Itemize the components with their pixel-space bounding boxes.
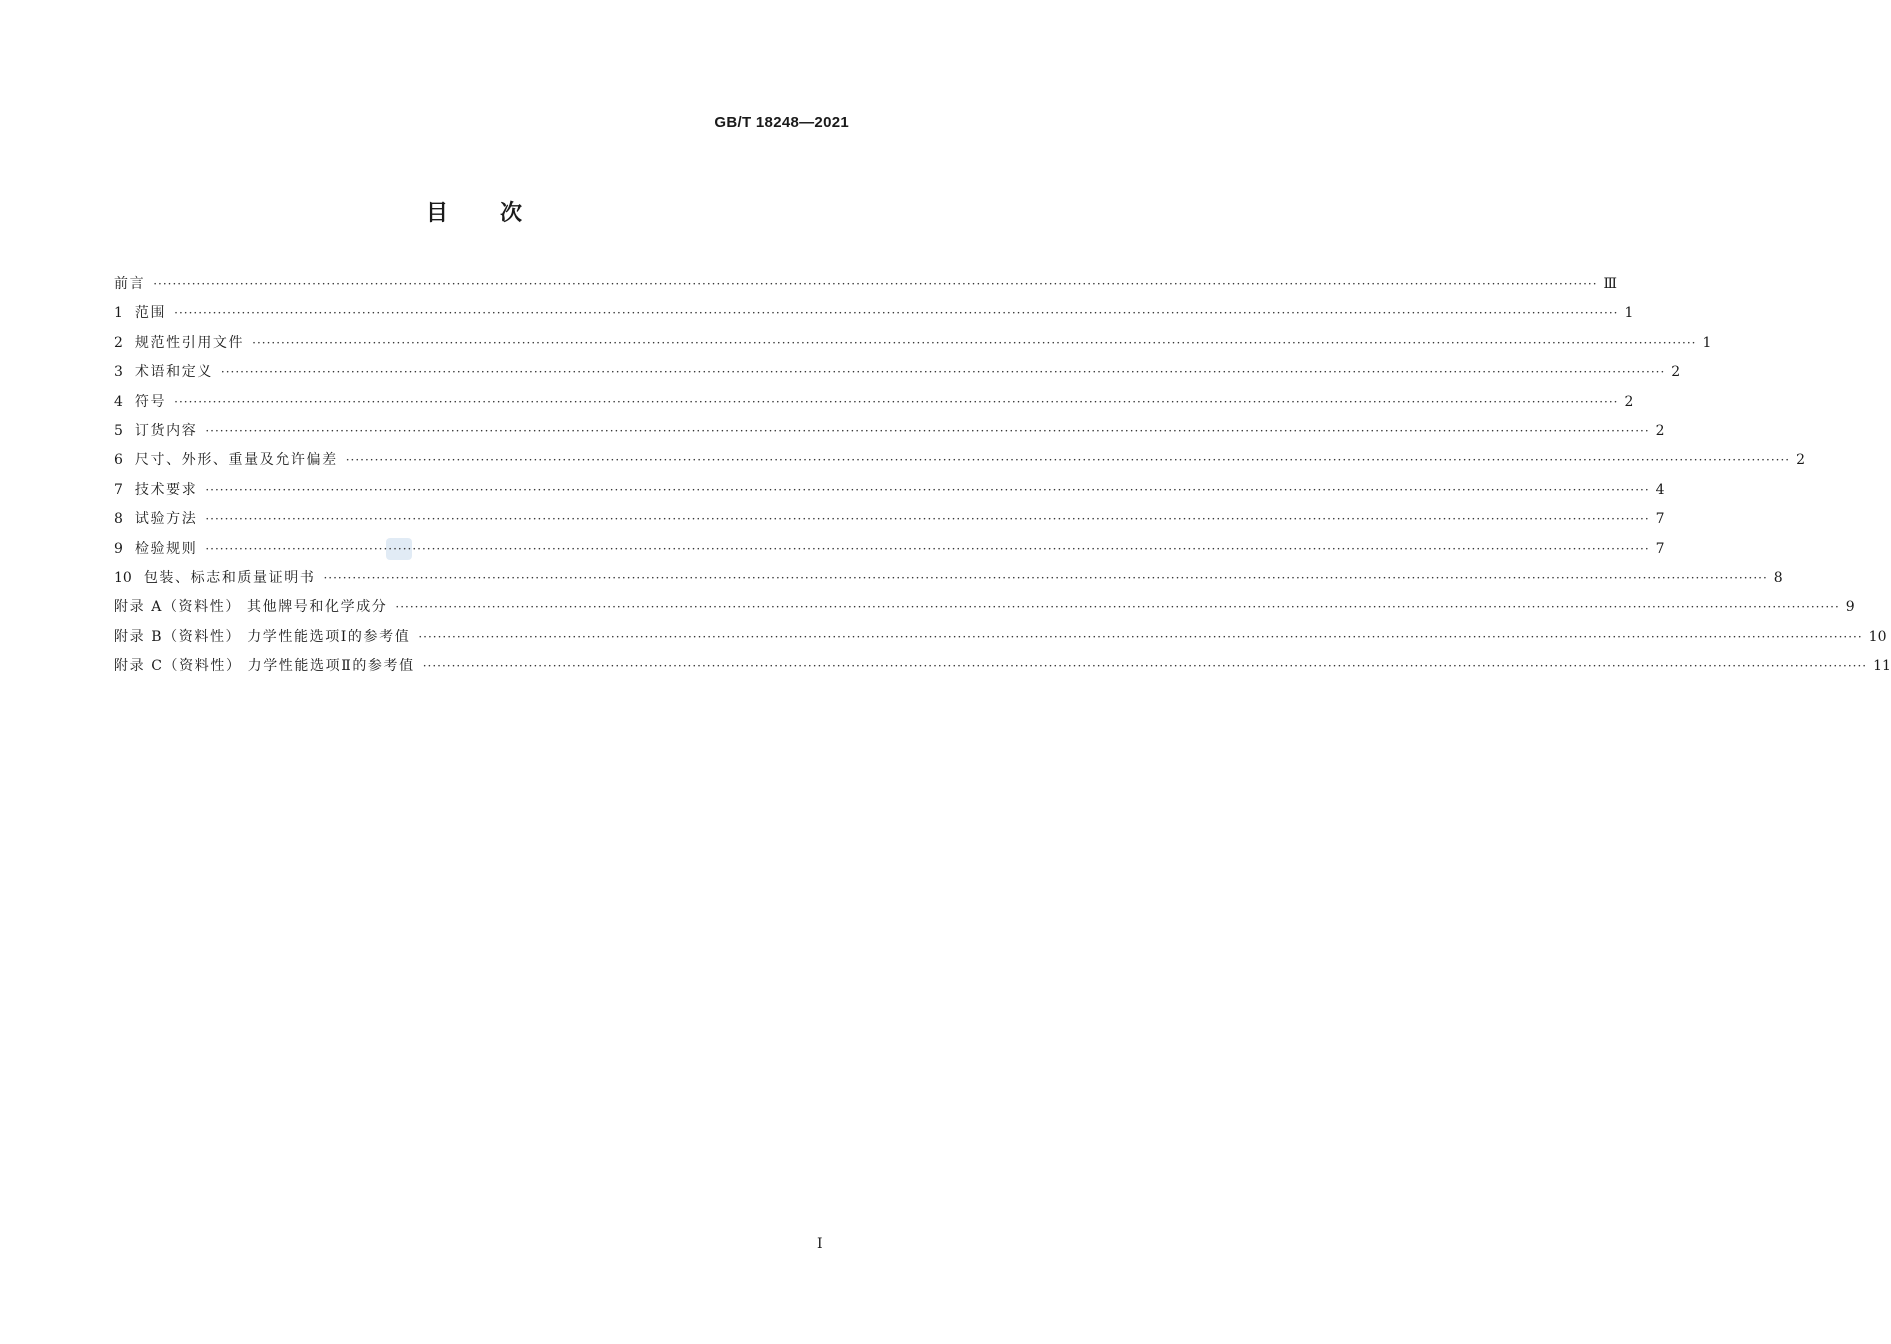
toc-leader-dots: ············································································································································································································································································································	[220, 365, 1666, 380]
toc-entry-label: 附录 C（资料性） 力学性能选项Ⅱ的参考值	[114, 658, 415, 675]
toc-entry-page: 8	[1773, 569, 1783, 586]
toc-entry-page: 2	[1671, 364, 1681, 381]
toc-leader-dots: ············································································································································································································································································································	[174, 306, 1619, 321]
toc-leader-dots: ············································································································································································································································································································	[418, 629, 1863, 644]
toc-entry-8[interactable]	[114, 505, 1665, 534]
toc-entry-label: 检验规则	[134, 540, 198, 557]
toc-entry-label: 订货内容	[134, 422, 198, 439]
toc-entry-number: 4	[114, 393, 123, 410]
page-title	[0, 196, 950, 227]
toc-entry-label: 包装、标志和质量证明书	[143, 569, 316, 586]
toc-entry-label: 附录 A（资料性） 其他牌号和化学成分	[114, 599, 388, 616]
toc-entry-page: 7	[1655, 540, 1665, 557]
toc-entry-number: 2	[114, 334, 123, 351]
toc-leader-dots: ············································································································································································································································································································	[252, 335, 1697, 350]
toc-entry-label: 符号	[134, 393, 167, 410]
toc-entry-foreword[interactable]	[114, 270, 1618, 299]
toc-leader-dots: ············································································································································································································································································································	[205, 423, 1650, 438]
toc-leader-dots: ············································································································································································································································································································	[422, 659, 1868, 674]
toc-entry-page: 10	[1868, 628, 1887, 645]
toc-leader-dots: ············································································································································································································································································································	[205, 541, 1650, 556]
toc-entry-page: Ⅲ	[1603, 276, 1618, 292]
toc-entry-page: 11	[1873, 658, 1891, 675]
toc-entry-number: 10	[114, 569, 132, 586]
toc-entry-7[interactable]	[114, 476, 1665, 505]
toc-entry-number: 8	[114, 511, 123, 528]
toc-entry-3[interactable]	[114, 358, 1681, 387]
toc-leader-dots: ············································································································································································································································································································	[205, 482, 1650, 497]
toc-entry-label: 前言	[114, 276, 146, 292]
toc-entry-page: 1	[1624, 305, 1634, 322]
title-char-1: 目	[425, 201, 450, 226]
toc-entry-number: 6	[114, 452, 123, 469]
toc-entry-page: 9	[1845, 599, 1855, 616]
toc-entry-page: 1	[1702, 334, 1712, 351]
toc-entry-page: 2	[1624, 393, 1634, 410]
toc-entry-number: 3	[114, 364, 123, 381]
page-number: Ⅰ	[817, 1236, 823, 1252]
toc-entry-page: 4	[1655, 481, 1665, 498]
toc-entry-page: 7	[1655, 511, 1665, 528]
toc-leader-dots: ············································································································································································································································································································	[395, 600, 1840, 615]
toc-entry-label: 术语和定义	[134, 364, 213, 381]
toc-entry-6[interactable]	[114, 446, 1805, 475]
table-of-contents	[114, 270, 1891, 681]
toc-entry-label: 规范性引用文件	[134, 334, 245, 351]
toc-entry-annex-a[interactable]	[114, 593, 1855, 622]
toc-entry-1[interactable]	[114, 299, 1634, 328]
toc-leader-dots: ············································································································································································································································································································	[153, 277, 1598, 291]
toc-entry-9[interactable]	[114, 535, 1665, 564]
standard-code: GB/T 18248—2021	[714, 114, 849, 131]
toc-entry-number: 1	[114, 305, 123, 322]
toc-entry-label: 范围	[134, 305, 167, 322]
toc-entry-annex-b[interactable]	[114, 623, 1887, 652]
toc-entry-label: 附录 B（资料性） 力学性能选项Ⅰ的参考值	[114, 628, 411, 645]
toc-entry-label: 试验方法	[134, 511, 198, 528]
toc-leader-dots: ············································································································································································································································································································	[345, 453, 1791, 468]
toc-entry-number: 9	[114, 540, 123, 557]
toc-leader-dots: ············································································································································································································································································································	[174, 394, 1619, 409]
toc-entry-5[interactable]	[114, 417, 1665, 446]
title-char-2: 次	[500, 201, 525, 226]
toc-entry-page: 2	[1796, 452, 1805, 469]
toc-entry-2[interactable]	[114, 329, 1712, 358]
toc-entry-number: 7	[114, 481, 123, 498]
toc-entry-number: 5	[114, 422, 123, 439]
toc-leader-dots: ············································································································································································································································································································	[323, 570, 1768, 585]
toc-entry-label: 尺寸、外形、重量及允许偏差	[134, 452, 338, 469]
toc-entry-annex-c[interactable]	[114, 652, 1891, 681]
toc-entry-label: 技术要求	[134, 481, 198, 498]
toc-entry-4[interactable]	[114, 388, 1634, 417]
toc-entry-10[interactable]	[114, 564, 1783, 593]
toc-entry-page: 2	[1655, 422, 1665, 439]
toc-leader-dots: ············································································································································································································································································································	[205, 512, 1650, 527]
